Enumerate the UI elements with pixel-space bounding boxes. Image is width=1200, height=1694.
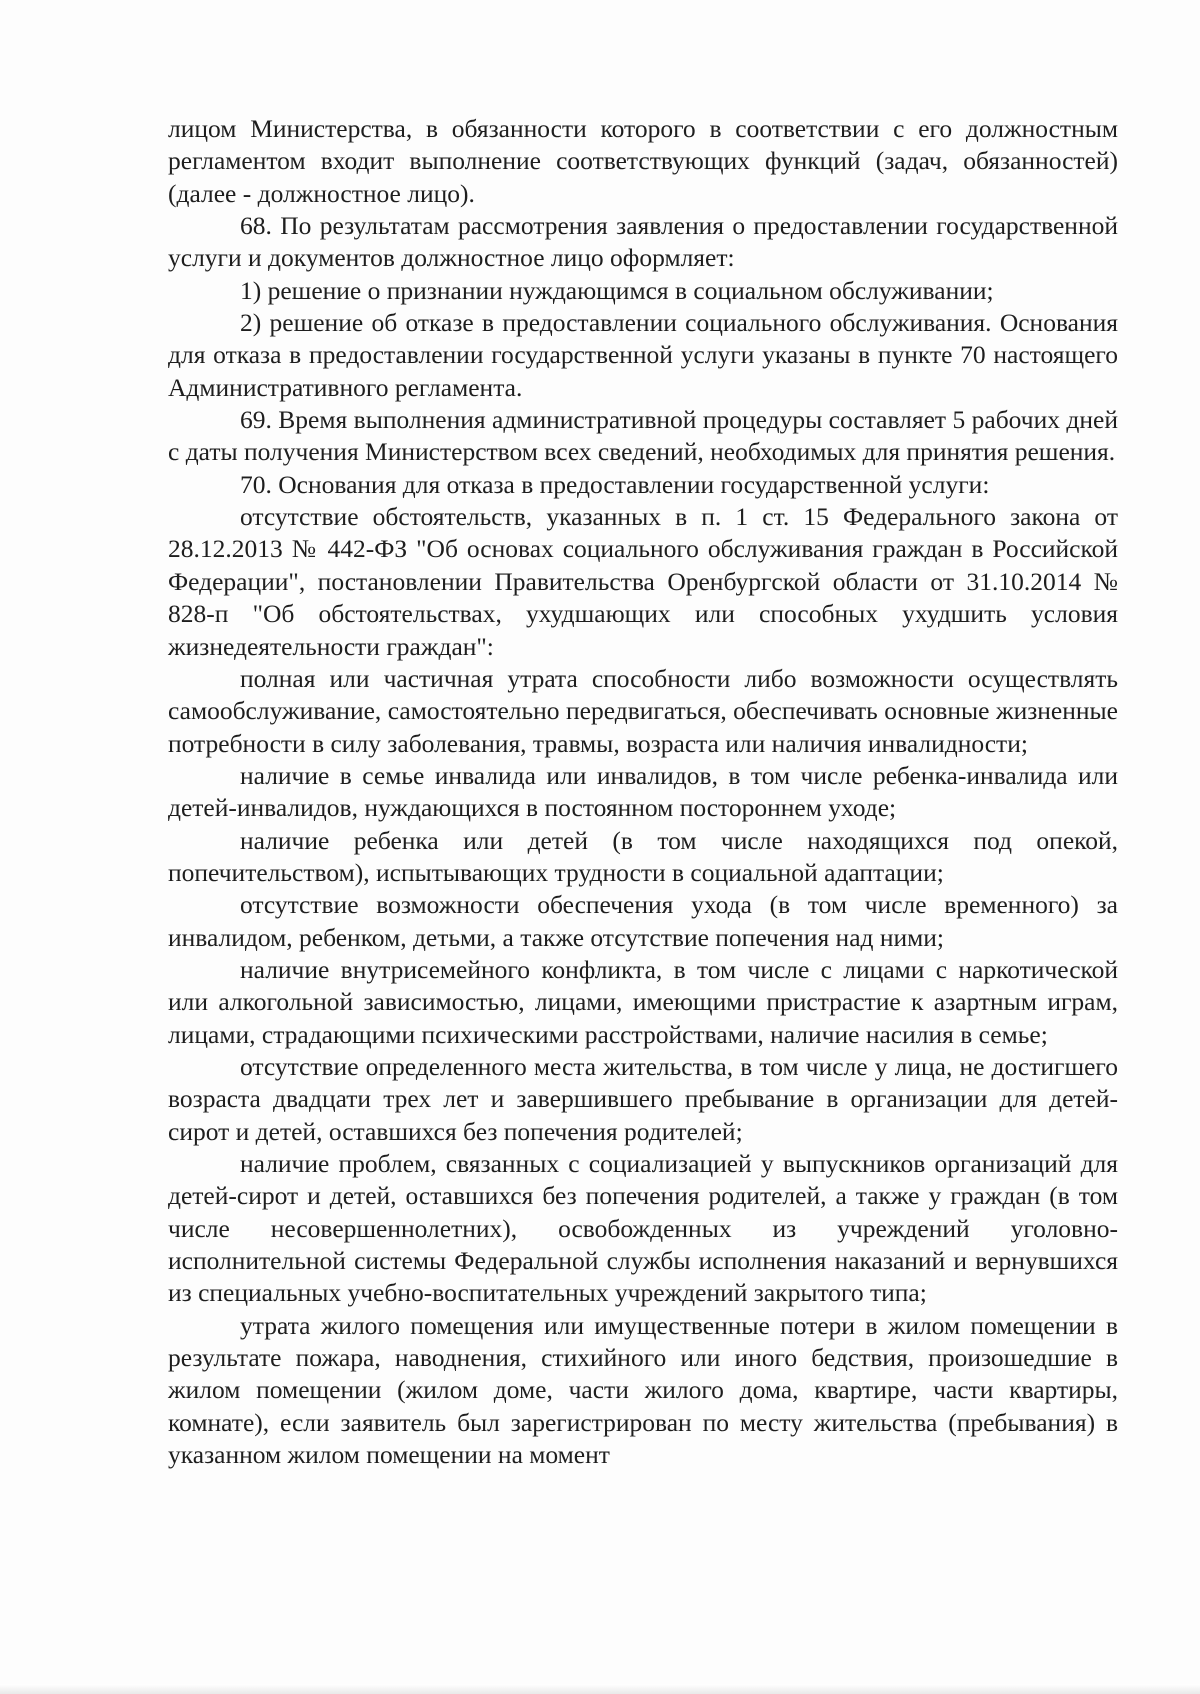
list-item: наличие внутрисемейного конфликта, в том числе с лицами с наркотической или алкогольной зависимостью, лицами, имеющими пристрастие к азартным играм, лицами, страдающими психическими расстройствами, наличие насилия в семье; [168,954,1118,1049]
paragraph-70: 70. Основания для отказа в предоставлении государственной услуги: [240,469,990,499]
paragraph-68-item-1: 1) решение о признании нуждающимся в социальном обслуживании; [240,275,994,305]
list-item: полная или частичная утрата способности либо возможности осуществлять самообслуживание, самостоятельно передвигаться, обеспечивать основные жизненные потребности в силу заболевания, травмы, возраста или наличия инвалидности; [168,663,1118,758]
document-body [168,113,1118,1471]
paragraph-69: 69. Время выполнения административной процедуры составляет 5 рабочих дней с даты получения Министерством всех сведений, необходимых для принятия решения. [168,405,1118,467]
list-item: наличие ребенка или детей (в том числе находящихся под опекой, попечительством), испытывающих трудности в социальной адаптации; [168,825,1118,887]
paragraph-70-intro: отсутствие обстоятельств, указанных в п. 1 ст. 15 Федерального закона от 28.12.2013 № 442-ФЗ "Об основах социального обслуживания граждан в Российской Федерации", постановлении Правительства Оренбургской области от 31.10.2014 № 828-п "Об обстоятельствах, ухудшающих или способных ухудшить условия жизнедеятельности граждан": [168,502,1118,661]
paragraph-68-item-2: 2) решение об отказе в предоставлении социального обслуживания. Основания для отказа в предоставлении государственной услуги указаны в пункте 70 настоящего Административного регламента. [168,308,1118,402]
list-item: утрата жилого помещения или имущественные потери в жилом помещении в результате пожара, наводнения, стихийного или иного бедствия, произошедшие в жилом помещении (жилом доме, части жилого дома, квартире, части квартиры, комнате), если заявитель был зарегистрирован по месту жительства (пребывания) в указанном жилом помещении на момент [168,1310,1118,1470]
list-item: отсутствие возможности обеспечения ухода (в том числе временного) за инвалидом, ребенком, детьми, а также отсутствие попечения над ними; [168,890,1118,952]
list-item: наличие проблем, связанных с социализацией у выпускников организаций для детей-сирот и детей, оставшихся без попечения родителей, а также у граждан (в том числе несовершеннолетних), освобожденных из учреждений уголовно-исполнительной системы Федеральной службы исполнения наказаний и вернувшихся из специальных учебно-воспитательных учреждений закрытого типа; [168,1149,1118,1308]
paragraph-continuation: лицом Министерства, в обязанности которого в соответствии с его должностным регламентом входит выполнение соответствующих функций (задач, обязанностей) (далее - должностное лицо). [168,114,1118,208]
scan-edge [0,1684,1200,1694]
list-item: отсутствие определенного места жительства, в том числе у лица, не достигшего возраста двадцати трех лет и завершившего пребывание в организации для детей-сирот и детей, оставшихся без попечения родителей; [168,1051,1118,1146]
list-item: наличие в семье инвалида или инвалидов, в том числе ребенка-инвалида или детей-инвалидов, нуждающихся в постоянном постороннем уходе; [168,760,1118,823]
paragraph-68: 68. По результатам рассмотрения заявления о предоставлении государственной услуги и документов должностное лицо оформляет: [168,211,1118,273]
